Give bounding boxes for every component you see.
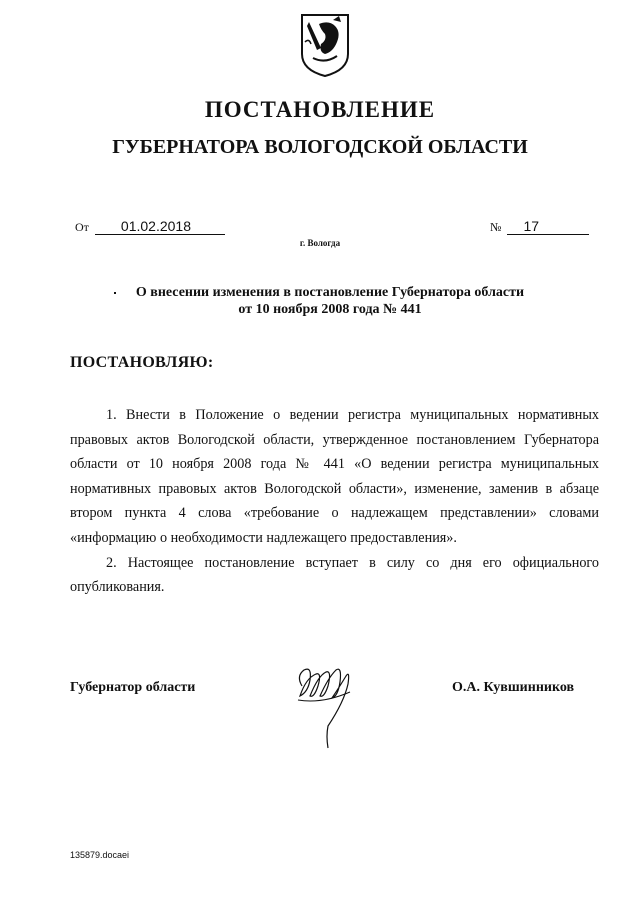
resolve-heading: ПОСТАНОВЛЯЮ: xyxy=(70,354,214,371)
subject-heading xyxy=(0,284,640,318)
date-value: 01.02.2018 xyxy=(95,218,225,235)
signatory-position: Губернатор области xyxy=(70,680,196,695)
handwritten-signature xyxy=(292,656,356,752)
city-label: г. Вологда xyxy=(299,238,341,248)
document-title: ПОСТАНОВЛЕНИЕ xyxy=(204,97,436,122)
number-label: № xyxy=(490,220,502,234)
signatory-name: О.А. Кувшинников xyxy=(452,680,575,695)
date-label: От xyxy=(75,220,89,234)
paragraph-2: 2. Настоящее постановление вступает в силу со дня его официального опубликования. xyxy=(70,554,599,596)
number-field xyxy=(490,218,589,235)
paragraph-1: 1. Внести в Положение о ведении регистра муниципальных нормативных правовых актов Вологодской области, утвержденное постановлением Губернатора области от 10 ноября 2008 года № 441 «О ведении регистра муниципальных нормативных правовых актов Вологодской области», изменение, заменив в абзаце втором пункта 4 слова «требование о надлежащем представлении» словами «информацию о необходимости надлежащего предоставления». xyxy=(70,407,599,546)
document-subtitle: ГУБЕРНАТОРА ВОЛОГОДСКОЙ ОБЛАСТИ xyxy=(112,136,528,158)
coat-of-arms-icon xyxy=(299,12,351,78)
date-field xyxy=(75,218,225,235)
subject-line-1: О внесении изменения в постановление Губернатора области xyxy=(135,285,525,300)
file-code: 135879.docaei xyxy=(70,850,130,860)
subject-line-2: от 10 ноября 2008 года № 441 xyxy=(238,302,422,317)
number-value: 17 xyxy=(507,218,589,235)
document-body xyxy=(70,403,599,600)
